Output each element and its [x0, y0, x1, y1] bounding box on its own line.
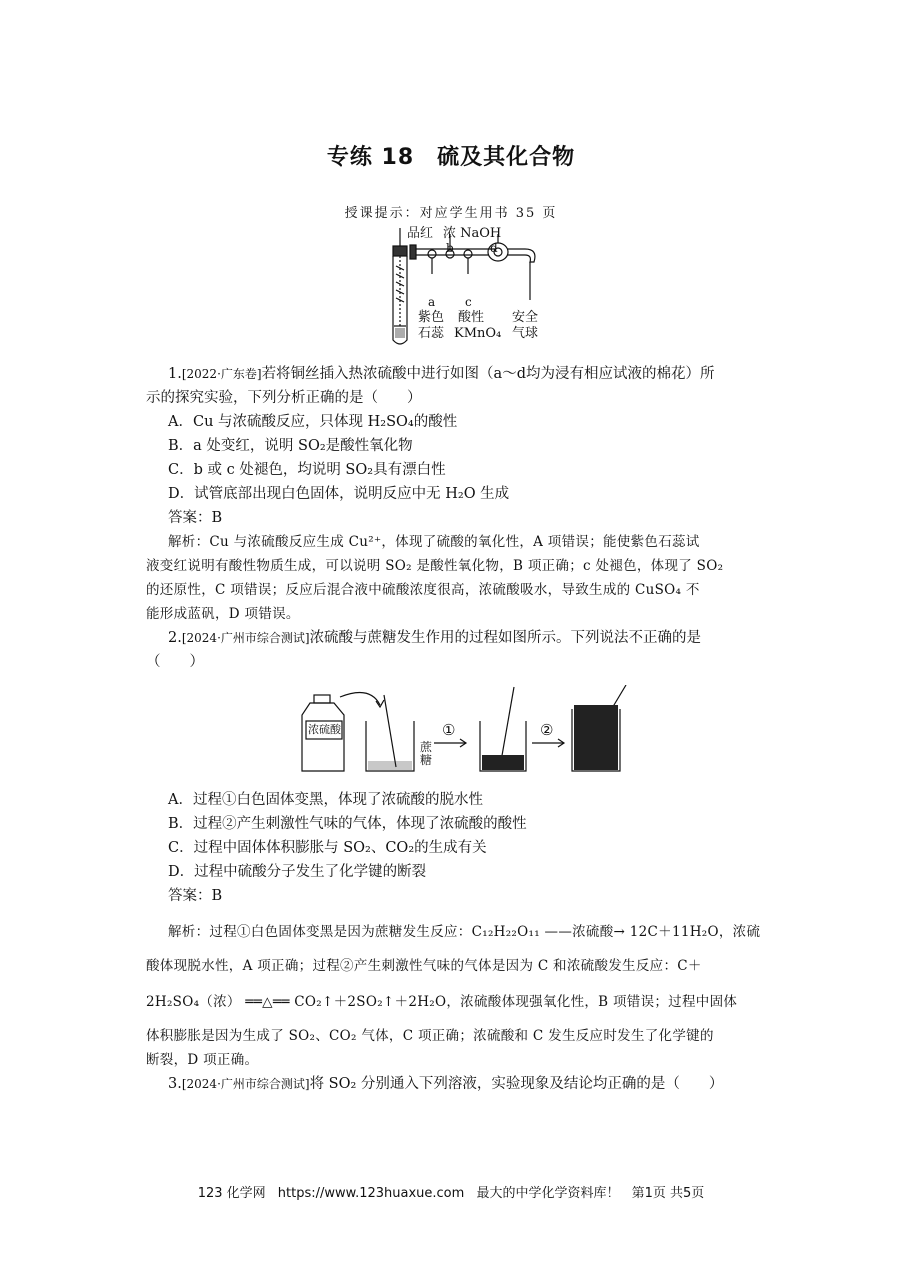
q1-analysis-line-1: 解析：Cu 与浓硫酸反应生成 Cu²⁺，体现了硫酸的氧化性，A 项错误；能使紫色石蕊试 [168, 534, 700, 550]
q2-analysis-line-5: 断裂，D 项正确。 [146, 1052, 259, 1068]
q1-option-d: D．试管底部出现白色固体，说明反应中无 H₂O 生成 [168, 486, 510, 502]
cotton-c [464, 250, 472, 258]
black-solid [482, 755, 524, 770]
q1-option-c: C．b 或 c 处褪色，均说明 SO₂具有漂白性 [168, 462, 446, 478]
q1-stem-line-1 [146, 362, 768, 386]
q2-option-b: B．过程②产生刺激性气味的气体，体现了浓硫酸的酸性 [168, 816, 527, 832]
glass-rod-1 [384, 695, 396, 767]
safety-balloon [525, 249, 535, 262]
q2-option-a: A．过程①白色固体变黑，体现了浓硫酸的脱水性 [168, 792, 483, 808]
q2-analysis-line-3: 2H₂SO₄（浓） ══△══ CO₂↑＋2SO₂↑＋2H₂O，浓硫酸体现强氧化性，B 项错误；过程中固体 [146, 994, 738, 1010]
step-2-label: ② [540, 721, 554, 739]
q1-analysis-line-3: 的还原性，C 项错误；反应后混合液中硫酸浓度很高，浓硫酸吸水，导致生成的 CuSO₄ 不 [146, 582, 700, 598]
q1-stem-text: 若将铜丝插入热浓硫酸中进行如图（a～d均为浸有相应试液的棉花）所 [261, 366, 715, 382]
stopper [393, 246, 407, 256]
cotton-a [428, 250, 436, 258]
footer-site-name: 123 化学网 [197, 1186, 266, 1201]
q2-analysis-line-1: 解析：过程①白色固体变黑是因为蔗糖发生反应：C₁₂H₂₂O₁₁ ——浓硫酸→ 12C＋11H₂O，浓硫 [168, 924, 761, 940]
footer-page-number: 第1页 共5页 [631, 1186, 705, 1201]
q3-stem-text: 将 SO₂ 分别通入下列溶液，实验现象及结论均正确的是（ ） [309, 1076, 724, 1092]
q1-analysis-line-2: 液变红说明有酸性物质生成，可以说明 SO₂ 是酸性氧化物，B 项正确；c 处褪色，体现了 SO₂ [146, 558, 724, 574]
label-c: c [465, 295, 472, 309]
bottle-cap [314, 695, 330, 703]
q1-stem-line-2: 示的探究实验，下列分析正确的是（ ） [146, 390, 422, 406]
q3-source: [2024·广州市综合测试] [181, 1077, 310, 1091]
label-acidic: 酸性 [458, 310, 485, 325]
q2-stem-line-1 [146, 626, 768, 650]
label-litmus-2: 石蕊 [418, 326, 445, 341]
sucrose-figure [300, 685, 630, 775]
label-b: b [446, 241, 454, 255]
q1-source: [2022·广东卷] [181, 367, 262, 381]
label-litmus-1: 紫色 [418, 310, 445, 325]
step-1-label: ① [442, 721, 456, 739]
label-naoh: 浓 NaOH [443, 226, 502, 241]
q3-stem [146, 1072, 768, 1096]
q1-option-b: B．a 处变红，说明 SO₂是酸性氧化物 [168, 438, 413, 454]
label-kmno4: KMnO₄ [454, 326, 502, 341]
q2-option-d: D．过程中硫酸分子发生了化学键的断裂 [168, 864, 427, 880]
label-pinhong: 品红 [407, 226, 434, 241]
lesson-hint: 授课提示：对应学生用书 35 页 [344, 206, 558, 221]
footer-slogan: 最大的中学化学资料库！ [476, 1186, 620, 1201]
footer-url[interactable]: https://www.123huaxue.com [277, 1186, 465, 1201]
q2-number: 2. [168, 630, 182, 646]
q2-analysis-line-4: 体积膨胀是因为生成了 SO₂、CO₂ 气体，C 项正确；浓硫酸和 C 发生反应时发生了化学键的 [146, 1028, 714, 1044]
q2-analysis-line-2: 酸体现脱水性，A 项正确；过程②产生刺激性气味的气体是因为 C 和浓硫酸发生反应：C＋ [146, 958, 702, 974]
q2-source: [2024·广州市综合测试] [181, 631, 310, 645]
label-d: d [490, 241, 498, 255]
q1-option-a: A．Cu 与浓硫酸反应，只体现 H₂SO₄的酸性 [168, 414, 458, 430]
q3-number: 3. [168, 1076, 182, 1092]
label-balloon: 气球 [512, 326, 539, 341]
label-a: a [428, 295, 436, 309]
bottle-label: 浓硫酸 [308, 723, 341, 736]
pour-arrow [340, 693, 380, 706]
sugar-label: 蔗糖 [420, 740, 433, 767]
q2-answer: 答案：B [168, 888, 223, 904]
q1-analysis-line-4: 能形成蓝矾，D 项错误。 [146, 606, 300, 622]
page-footer [0, 1182, 902, 1201]
sucrose-drawing [300, 685, 630, 775]
q1-answer: 答案：B [168, 510, 223, 526]
acid-bottle [302, 703, 344, 771]
q1-number: 1. [168, 366, 182, 382]
q2-option-c: C．过程中固体体积膨胀与 SO₂、CO₂的生成有关 [168, 840, 487, 856]
q2-stem-text: 浓硫酸与蔗糖发生作用的过程如图所示。下列说法不正确的是 [309, 630, 702, 646]
apparatus-figure-1 [380, 222, 560, 352]
q2-stem-line-2: （ ） [146, 654, 204, 670]
label-safety: 安全 [512, 310, 539, 325]
expanded-black-solid [574, 705, 618, 770]
page-title: 专练 18 硫及其化合物 [326, 145, 576, 170]
white-sugar [368, 761, 412, 770]
